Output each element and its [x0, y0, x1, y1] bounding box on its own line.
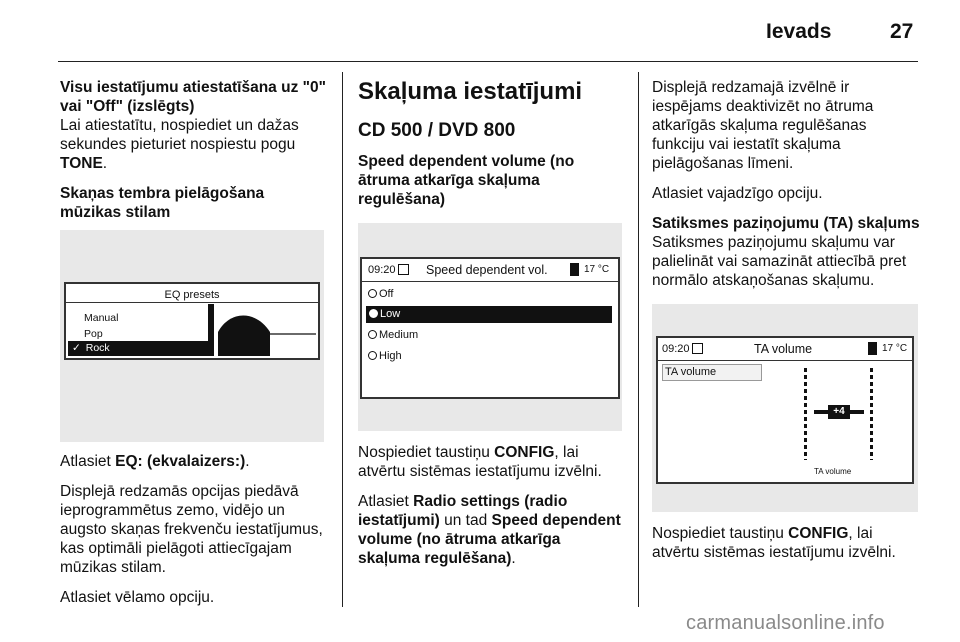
eq-item-label: Manual	[84, 312, 119, 324]
header-title: Ievads	[766, 20, 832, 43]
column-divider-1	[342, 72, 343, 607]
text: Nospiediet taustiņu	[358, 444, 495, 461]
ta-volume-figure	[652, 304, 918, 512]
option-label: Off	[379, 288, 394, 300]
text: un tad	[439, 512, 492, 529]
text: .	[245, 453, 250, 470]
paragraph-reset	[60, 116, 328, 173]
heading-speed-volume: Speed dependent volume (no ātruma atkarīga skaļuma regulēšana)	[358, 153, 575, 208]
column-3	[652, 78, 922, 573]
back-icon[interactable]	[398, 264, 409, 275]
sdv-title-rule	[362, 281, 618, 282]
slider-value-badge	[828, 405, 850, 419]
text: Lai atiestatītu, nospiediet un dažas sekundes pieturiet nospiestu pogu	[60, 117, 299, 153]
clock-text: 09:20	[368, 264, 396, 276]
eq-presets-figure	[60, 230, 324, 442]
paragraph-ta-description: Satiksmes paziņojumu skaļumu var palielināt vai samazināt attiecībā pret normālo atskaņošanas skaļumu.	[652, 234, 907, 289]
back-icon[interactable]	[692, 343, 703, 354]
screen-title: Speed dependent vol.	[426, 263, 548, 277]
option-label: Low	[380, 308, 401, 320]
sdv-option-low-selected[interactable]	[366, 306, 612, 323]
sdv-screen	[360, 257, 620, 399]
slider-track-left	[804, 368, 807, 460]
column-2	[358, 78, 626, 579]
check-icon: ✓	[72, 342, 81, 354]
speed-volume-keyword: Speed dependent volume (no ātruma atkarīga skaļuma regulēšana)	[358, 512, 621, 567]
paragraph-select-option: Atlasiet vēlamo opciju.	[60, 589, 215, 606]
text: Atlasiet	[358, 493, 414, 510]
config-keyword: CONFIG	[788, 525, 849, 542]
eq-keyword: EQ: (ekvalaizers:)	[115, 453, 246, 470]
column-1	[60, 78, 328, 618]
signal-icon	[570, 263, 579, 276]
eq-title-rule	[66, 302, 318, 303]
paragraph-select-radio-settings	[358, 492, 626, 568]
sdv-option-medium[interactable]	[368, 327, 418, 343]
section-title: Skaļuma iestatījumi	[358, 78, 583, 105]
clock-text: 09:20	[662, 343, 690, 355]
text: .	[102, 155, 108, 172]
ta-title-rule	[658, 360, 912, 361]
paragraph-select-eq	[60, 452, 328, 471]
temperature-text: 17 °C	[882, 343, 908, 354]
sdv-statusbar	[362, 259, 618, 281]
ta-screen	[656, 336, 914, 484]
column-divider-2	[638, 72, 639, 607]
eq-item-label: Rock	[85, 342, 110, 354]
header-divider	[58, 61, 918, 62]
paragraph-press-config	[358, 443, 626, 481]
model-subtitle: CD 500 / DVD 800	[358, 120, 516, 141]
ta-menu-item[interactable]	[662, 364, 762, 381]
signal-icon	[868, 342, 877, 355]
tone-keyword: TONE	[60, 155, 103, 172]
speed-volume-figure	[358, 223, 622, 431]
paragraph-menu-description: Displejā redzamajā izvēlnē ir iespējams deaktivizēt no ātruma atkarīgās skaļuma regulēšanas funkciju vai iestatīt skaļuma pielāgošanas līmeni.	[652, 79, 874, 172]
text: , lai atvērtu sistēmas iestatījumu izvēlni.	[652, 525, 896, 561]
option-label: Medium	[379, 329, 419, 341]
text: Atlasiet	[60, 453, 116, 470]
paragraph-select-desired: Atlasiet vajadzīgo opciju.	[652, 185, 823, 202]
eq-curve-graphic	[208, 304, 316, 356]
eq-title: EQ presets	[164, 289, 220, 301]
ta-statusbar	[658, 338, 912, 360]
menu-item-label: TA volume	[665, 366, 717, 378]
eq-item-rock-selected[interactable]	[68, 341, 208, 356]
watermark: carmanualsonline.info	[686, 612, 885, 634]
eq-screen	[64, 282, 320, 360]
page-number: 27	[890, 20, 914, 43]
text: Nospiediet taustiņu	[652, 525, 789, 542]
option-label: High	[379, 350, 402, 362]
eq-item-label: Pop	[84, 328, 103, 340]
ta-volume-slider[interactable]	[800, 368, 880, 464]
radio-empty-icon	[368, 351, 377, 360]
ta-caption: TA volume	[814, 467, 852, 476]
config-keyword: CONFIG	[494, 444, 555, 461]
screen-title: TA volume	[754, 342, 813, 356]
radio-empty-icon	[368, 330, 377, 339]
slider-track-right	[870, 368, 873, 460]
paragraph-eq-description: Displejā redzamās opcijas piedāvā ieprogrammētus zemo, vidējo un augsto skaņas frekvenču iestatījumus, kas optimāli pielāgoti attiecīgajam mūzikas stilam.	[60, 483, 323, 576]
radio-filled-icon	[369, 309, 378, 318]
temperature-text: 17 °C	[584, 264, 610, 275]
sdv-option-off[interactable]	[368, 286, 393, 302]
radio-settings-keyword: Radio settings (radio iestatījumi)	[358, 493, 568, 529]
heading-tone-style: Skaņas tembra pielāgošana mūzikas stilam	[60, 185, 265, 221]
slider-value: +4	[833, 406, 845, 417]
paragraph-press-config	[652, 524, 922, 562]
text: .	[511, 550, 516, 567]
heading-ta-volume: Satiksmes paziņojumu (TA) skaļums	[652, 215, 920, 232]
radio-empty-icon	[368, 289, 377, 298]
sdv-option-high[interactable]	[368, 348, 402, 364]
text: , lai atvērtu sistēmas iestatījumu izvēlni.	[358, 444, 602, 480]
heading-reset-settings: Visu iestatījumu atiestatīšana uz "0" vai "Off" (izslēgts)	[60, 79, 326, 115]
